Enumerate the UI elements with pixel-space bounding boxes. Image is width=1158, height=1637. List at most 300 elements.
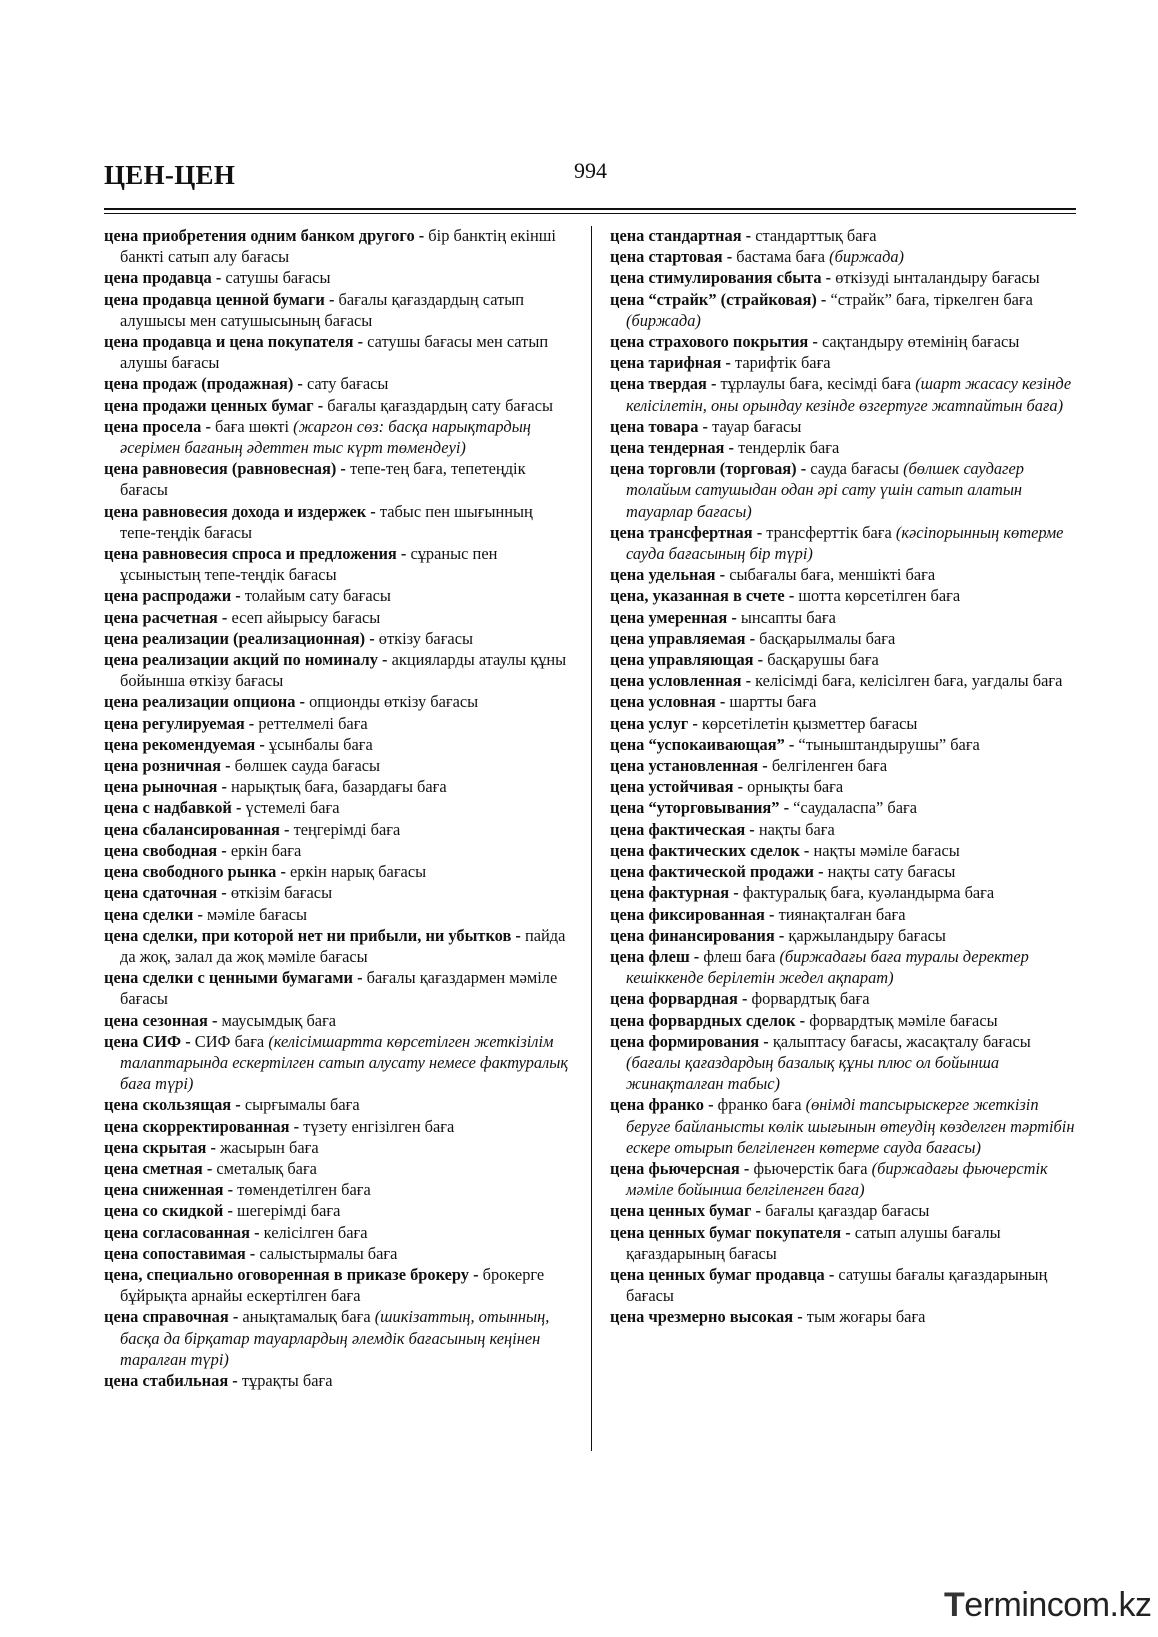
entry-separator: - xyxy=(245,1243,260,1263)
entry-definition: сатушы бағасы мен сатып алушы бағасы xyxy=(120,332,549,373)
entry-separator: - xyxy=(228,1370,242,1390)
dictionary-entry xyxy=(610,691,1078,712)
entry-definition: шартты баға xyxy=(729,692,817,712)
dictionary-entry xyxy=(104,607,570,628)
entry-definition: түзету енгізілген баға xyxy=(303,1116,455,1136)
entry-term: цена, указанная в счете xyxy=(610,586,785,606)
dictionary-entry xyxy=(610,458,1078,522)
entry-term: цена финансирования xyxy=(610,925,775,945)
entry-definition: брокерге бұйрықта арнайы ескертілген баға xyxy=(120,1264,545,1306)
entry-separator: - xyxy=(745,819,759,839)
dictionary-entry xyxy=(104,373,570,394)
entry-definition: тым жоғары баға xyxy=(806,1307,926,1327)
entry-term: цена скорректированная xyxy=(104,1116,290,1136)
entry-definition: басқарылмалы баға xyxy=(759,628,896,648)
entry-separator: - xyxy=(779,798,794,818)
entry-definition: бір банктің екінші банкті сатып алу бағасы xyxy=(120,226,556,267)
entry-term: цена рекомендуемая xyxy=(104,734,256,754)
entry-definition: тұрлаулы баға, кесімді баға xyxy=(720,374,916,394)
entry-separator: - xyxy=(706,374,721,394)
entry-term: цена скользящая xyxy=(104,1095,232,1115)
entry-separator: - xyxy=(752,522,767,542)
right-column xyxy=(610,225,1078,1328)
dictionary-entry xyxy=(104,458,570,500)
entry-definition: фьючерстік баға xyxy=(753,1158,872,1178)
entry-separator: - xyxy=(193,904,208,924)
header-rule xyxy=(104,208,1076,210)
entry-separator: - xyxy=(468,1264,483,1284)
dictionary-entry xyxy=(104,501,570,543)
dictionary-entry xyxy=(104,1222,570,1243)
entry-separator: - xyxy=(365,628,379,648)
entry-separator: - xyxy=(353,968,367,988)
dictionary-entry xyxy=(104,225,570,267)
entry-term: цена установленная xyxy=(610,756,759,776)
entry-definition: табыс пен шығынның тепе-теңдік бағасы xyxy=(120,501,533,542)
dictionary-entry xyxy=(104,776,570,797)
entry-definition: баға шөкті xyxy=(215,416,294,436)
dictionary-entry xyxy=(610,564,1078,585)
entry-definition: келісімді баға, келісілген баға, уағдалы баға xyxy=(755,671,1063,691)
entry-definition: “страйк” баға, тіркелген баға xyxy=(830,289,1033,309)
entry-definition: сұраныс пен ұсыныстың тепе-теңдік бағасы xyxy=(120,544,498,585)
entry-definition: есеп айырысу бағасы xyxy=(231,607,381,627)
entry-definition: көрсетілетін қызметтер бағасы xyxy=(701,713,918,733)
dictionary-entry xyxy=(610,373,1078,415)
left-column xyxy=(104,225,570,1391)
entry-definition: сатушы бағалы қағаздарының бағасы xyxy=(626,1264,1048,1306)
dictionary-entry xyxy=(610,225,1078,246)
entry-term: цена стимулирования сбыта xyxy=(610,268,822,288)
dictionary-entry xyxy=(104,1031,570,1095)
entry-term: цена скрытая xyxy=(104,1137,207,1157)
entry-definition: нақты сату бағасы xyxy=(827,862,956,882)
entry-term: цена сопоставимая xyxy=(104,1243,246,1263)
entry-term: цена реализации опциона xyxy=(104,692,296,712)
entry-separator: - xyxy=(223,1201,238,1221)
dictionary-entry xyxy=(610,331,1078,352)
entry-separator: - xyxy=(753,650,768,670)
entry-term: цена торговли (торговая) xyxy=(610,459,797,479)
entry-separator: - xyxy=(688,713,702,733)
entry-term: цена “успокаивающая” xyxy=(610,734,785,754)
entry-separator: - xyxy=(211,268,226,288)
entry-note: (биржада) xyxy=(829,247,905,267)
dictionary-entry xyxy=(610,1306,1078,1327)
dictionary-entry xyxy=(610,628,1078,649)
entry-definition: тепе-тең баға, тепетеңдік бағасы xyxy=(120,459,526,500)
entry-term: цена фиксированная xyxy=(610,904,765,924)
entry-definition: бағалы қағаздардың сатып алушысы мен сатушысының бағасы xyxy=(120,289,525,330)
entry-definition: тауар бағасы xyxy=(712,416,802,436)
dictionary-entry xyxy=(104,331,570,373)
entry-separator: - xyxy=(784,586,799,606)
logo-prefix: T xyxy=(944,1586,965,1624)
dictionary-entry xyxy=(104,925,570,967)
entry-definition: тиянақталған баға xyxy=(778,904,906,924)
dictionary-entry xyxy=(610,1031,1078,1095)
entry-definition: фактуралық баға, куәландырма баға xyxy=(742,883,995,903)
entry-separator: - xyxy=(366,501,380,521)
entry-term: цена сдаточная xyxy=(104,883,218,903)
page-header xyxy=(104,150,1076,200)
entry-term: цена сметная xyxy=(104,1158,203,1178)
entry-separator: - xyxy=(751,1201,766,1221)
entry-term: цена просела xyxy=(104,416,202,436)
dictionary-entry xyxy=(104,904,570,925)
entry-separator: - xyxy=(244,713,259,733)
dictionary-entry xyxy=(104,1243,570,1264)
entry-separator: - xyxy=(276,862,291,882)
entry-term: цена продавца и цена покупателя xyxy=(104,332,354,352)
column-divider xyxy=(591,226,592,1451)
entry-term: цена ценных бумаг покупателя xyxy=(610,1222,842,1242)
entry-separator: - xyxy=(816,289,831,309)
dictionary-entry xyxy=(610,1200,1078,1221)
entry-separator: - xyxy=(824,1264,839,1284)
entry-definition: толайым сату бағасы xyxy=(244,586,391,606)
entry-term: цена тендерная xyxy=(610,438,725,458)
entry-definition: бөлшек сауда бағасы xyxy=(234,756,381,776)
dictionary-entry xyxy=(610,882,1078,903)
entry-separator: - xyxy=(202,1158,217,1178)
dictionary-entry xyxy=(610,416,1078,437)
entry-definition: “тыныштандырушы” баға xyxy=(798,734,980,754)
entry-definition: қалыптасу бағасы, жасақталу бағасы xyxy=(772,1031,1031,1051)
entry-separator: - xyxy=(795,1010,810,1030)
entry-separator: - xyxy=(217,777,231,797)
entry-term: цена сделки с ценными бумагами xyxy=(104,968,354,988)
entry-separator: - xyxy=(396,544,411,564)
entry-definition: өткізу бағасы xyxy=(378,628,473,648)
entry-definition: сату бағасы xyxy=(306,374,389,394)
entry-separator: - xyxy=(336,459,350,479)
entry-term: цена услуг xyxy=(610,713,689,733)
entry-separator: - xyxy=(698,416,713,436)
entry-separator: - xyxy=(689,946,704,966)
entry-separator: - xyxy=(324,289,339,309)
dictionary-entry xyxy=(610,649,1078,670)
entry-term: цена форвардная xyxy=(610,989,738,1009)
dictionary-entry xyxy=(104,1370,570,1391)
entry-term: цена умеренная xyxy=(610,607,728,627)
entry-separator: - xyxy=(295,692,310,712)
entry-term: цена форвардных сделок xyxy=(610,1010,796,1030)
entry-separator: - xyxy=(729,883,743,903)
entry-separator: - xyxy=(414,226,429,245)
entry-note: (шикізаттың, отынның, басқа да бірқатар тауарлардың әлемдік бағасының кеңінен таралған түрі) xyxy=(120,1307,550,1369)
dictionary-entry xyxy=(104,395,570,416)
entry-term: цена удельная xyxy=(610,565,716,585)
entry-separator: - xyxy=(759,1031,773,1051)
dictionary-entry xyxy=(104,1116,570,1137)
dictionary-entry xyxy=(610,925,1078,946)
dictionary-entry xyxy=(104,1264,570,1306)
page-number: 994 xyxy=(574,158,607,183)
entry-separator: - xyxy=(511,925,525,945)
entry-definition: нақты баға xyxy=(758,819,835,839)
entry-definition: опционды өткізу бағасы xyxy=(309,692,479,712)
entry-definition: басқарушы баға xyxy=(767,650,879,670)
dictionary-entry xyxy=(610,713,1078,734)
entry-term: цена условленная xyxy=(610,671,742,691)
entry-term: цена франко xyxy=(610,1095,704,1115)
entry-term: цена стандартная xyxy=(610,226,742,245)
termincom-logo xyxy=(944,1582,1152,1630)
entry-term: цена флеш xyxy=(610,946,690,966)
entry-separator: - xyxy=(737,989,752,1009)
entry-separator: - xyxy=(814,862,828,882)
dictionary-entry xyxy=(104,967,570,1009)
entry-separator: - xyxy=(745,628,760,648)
entry-separator: - xyxy=(841,1222,855,1242)
entry-term: цена СИФ xyxy=(104,1031,182,1051)
entry-term: цена формирования xyxy=(610,1031,760,1051)
entry-separator: - xyxy=(377,650,392,670)
entry-definition: өткізім бағасы xyxy=(230,883,333,903)
entry-separator: - xyxy=(293,374,307,394)
entry-term: цена расчетная xyxy=(104,607,218,627)
dictionary-entry xyxy=(610,946,1078,988)
entry-note: (келісімшартта көрсетілген жеткізілім талаптарында ескертілген сатып алусату немесе фактуралық баға түрі) xyxy=(120,1031,569,1094)
dictionary-entry xyxy=(610,840,1078,861)
entry-definition: үстемелі баға xyxy=(245,798,340,818)
dictionary-entry xyxy=(104,267,570,288)
entry-definition: сметалық баға xyxy=(216,1158,317,1178)
entry-definition: СИФ баға xyxy=(194,1031,269,1051)
dictionary-entry xyxy=(610,585,1078,606)
entry-term: цена трансфертная xyxy=(610,522,753,542)
dictionary-entry xyxy=(104,1094,570,1115)
dictionary-entry xyxy=(104,628,570,649)
entry-term: цена регулируемая xyxy=(104,713,245,733)
entry-separator: - xyxy=(207,1010,222,1030)
entry-definition: флеш баға xyxy=(703,946,780,966)
dictionary-entry xyxy=(610,437,1078,458)
entry-separator: - xyxy=(727,607,741,627)
dictionary-entry xyxy=(610,1010,1078,1031)
entry-definition: франко баға xyxy=(717,1095,806,1115)
entry-term: цена управляющая xyxy=(610,650,754,670)
entry-term: цена фьючерсная xyxy=(610,1158,740,1178)
dictionary-entry xyxy=(104,416,570,458)
entry-definition: сатушы бағасы xyxy=(225,268,331,288)
entry-term: цена чрезмерно высокая xyxy=(610,1307,794,1327)
entry-definition: еркін нарық бағасы xyxy=(290,862,427,882)
entry-term: цена продавца xyxy=(104,268,212,288)
entry-definition: маусымдық баға xyxy=(221,1010,337,1030)
dictionary-entry xyxy=(104,755,570,776)
entry-note: (биржадағы фьючерстік мәміле бойынша белгіленген баға) xyxy=(626,1158,1048,1200)
entry-note: (өнімді тапсырыскерге жеткізіп беруге байланысты көлік шығынын өтеудің көзделген тәртібін ескере отырып белгіленген көтерме сауда бағасы) xyxy=(626,1095,1075,1157)
entry-term: цена рыночная xyxy=(104,777,218,797)
entry-separator: - xyxy=(799,840,814,860)
dictionary-entry xyxy=(610,797,1078,818)
entry-note: (биржадағы баға туралы деректер кешіккенде берілетін жедел ақпарат) xyxy=(626,946,1029,988)
dictionary-entry xyxy=(104,585,570,606)
header-rule-thin xyxy=(104,213,1076,214)
entry-separator: - xyxy=(289,1116,304,1136)
entry-definition: салыстырмалы баға xyxy=(259,1243,398,1263)
entry-definition: пайда да жоқ, залал да жоқ мәміле бағасы xyxy=(120,925,566,966)
dictionary-entry xyxy=(104,289,570,331)
dictionary-entry xyxy=(104,713,570,734)
entry-separator: - xyxy=(250,1222,264,1242)
entry-term: цена фактических сделок xyxy=(610,840,800,860)
entry-definition: форвардтық мәміле бағасы xyxy=(809,1010,998,1030)
dictionary-entry xyxy=(610,607,1078,628)
entry-separator: - xyxy=(703,1095,718,1115)
entry-separator: - xyxy=(764,904,779,924)
dictionary-entry xyxy=(610,776,1078,797)
dictionary-entry xyxy=(104,861,570,882)
dictionary-entry xyxy=(610,267,1078,288)
entry-term: цена ценных бумаг xyxy=(610,1201,752,1221)
entry-separator: - xyxy=(722,247,737,267)
entry-separator: - xyxy=(793,1307,807,1327)
entry-note: (кәсіпорынның көтерме сауда бағасының бір түрі) xyxy=(626,522,1064,564)
entry-separator: - xyxy=(231,586,245,606)
entry-definition: еркін баға xyxy=(230,840,302,860)
entry-definition: белгіленген баға xyxy=(771,756,888,776)
entry-separator: - xyxy=(715,692,730,712)
entry-definition: бастама баға xyxy=(736,247,830,267)
entry-term: цена условная xyxy=(610,692,716,712)
dictionary-entry xyxy=(104,1158,570,1179)
dictionary-entry xyxy=(104,882,570,903)
entry-separator: - xyxy=(255,734,269,754)
dictionary-entry xyxy=(104,819,570,840)
entry-separator: - xyxy=(231,798,246,818)
entry-term: цена, специально оговоренная в приказе брокеру xyxy=(104,1264,469,1284)
entry-definition: сыбағалы баға, меншікті баға xyxy=(729,565,936,585)
entry-term: цена равновесия спроса и предложения xyxy=(104,544,397,564)
entry-definition: нарықтық баға, базардағы баға xyxy=(231,777,447,797)
entry-definition: сатып алушы бағалы қағаздарының бағасы xyxy=(626,1222,1001,1263)
entry-term: цена “уторговывания” xyxy=(610,798,780,818)
entry-term: цена розничная xyxy=(104,756,221,776)
entry-definition: сақтандыру өтемінің бағасы xyxy=(821,332,1020,352)
dictionary-entry xyxy=(610,1094,1078,1158)
entry-separator: - xyxy=(739,1158,754,1178)
dictionary-entry xyxy=(610,1264,1078,1306)
entry-term: цена устойчивая xyxy=(610,777,734,797)
dictionary-entry xyxy=(610,861,1078,882)
dictionary-entry xyxy=(610,670,1078,691)
entry-term: цена сделки, при которой нет ни прибыли, ни убытков xyxy=(104,925,512,945)
entry-term: цена товара xyxy=(610,416,699,436)
dictionary-entry xyxy=(104,691,570,712)
entry-term: цена стартовая xyxy=(610,247,723,267)
entry-term: цена сбалансированная xyxy=(104,819,280,839)
entry-definition: сауда бағасы xyxy=(810,459,904,479)
dictionary-entry xyxy=(610,352,1078,373)
entry-term: цена со скидкой xyxy=(104,1201,224,1221)
logo-text xyxy=(944,1586,1151,1625)
entry-definition: тарифтік баға xyxy=(734,353,831,373)
dictionary-entry xyxy=(610,1158,1078,1200)
entry-term: цена приобретения одним банком другого xyxy=(104,226,415,245)
entry-term: цена с надбавкой xyxy=(104,798,232,818)
entry-term: цена стабильная xyxy=(104,1370,229,1390)
entry-separator: - xyxy=(715,565,730,585)
entry-term: цена страхового покрытия xyxy=(610,332,809,352)
dictionary-entry xyxy=(104,1137,570,1158)
entry-note: (шарт жасасу кезінде келісілетін, оны орындау кезінде өзгертуге жатпайтын баға) xyxy=(626,374,1072,415)
entry-definition: өткізуді ынталандыру бағасы xyxy=(835,268,1040,288)
entry-separator: - xyxy=(353,332,368,352)
entry-term: цена равновесия дохода и издержек xyxy=(104,501,367,521)
entry-definition: бағалы қағаздармен мәміле бағасы xyxy=(120,968,558,1009)
entry-definition: тендерлік баға xyxy=(738,438,840,458)
dictionary-entry xyxy=(104,649,570,691)
entry-term: цена тарифная xyxy=(610,353,722,373)
dictionary-entry xyxy=(104,1010,570,1031)
dictionary-entry xyxy=(610,819,1078,840)
entry-term: цена сниженная xyxy=(104,1180,224,1200)
dictionary-entry xyxy=(104,1179,570,1200)
entry-definition: орнықты баға xyxy=(747,777,844,797)
entry-term: цена распродажи xyxy=(104,586,232,606)
entry-separator: - xyxy=(821,268,836,288)
entry-term: цена ценных бумаг продавца xyxy=(610,1264,825,1284)
dictionary-entry xyxy=(610,904,1078,925)
entry-separator: - xyxy=(733,777,748,797)
entry-separator: - xyxy=(223,1180,238,1200)
entry-separator: - xyxy=(724,438,739,458)
entry-term: цена продажи ценных бумаг xyxy=(104,395,314,415)
entry-separator: - xyxy=(228,1307,243,1327)
dictionary-entry xyxy=(104,543,570,585)
entry-definition: бағалы қағаздардың сату бағасы xyxy=(327,395,553,415)
entry-term: цена продавца ценной бумаги xyxy=(104,289,325,309)
entry-definition: жасырын баға xyxy=(220,1137,319,1157)
entry-separator: - xyxy=(217,840,231,860)
entry-term: цена справочная xyxy=(104,1307,229,1327)
entry-term: цена “страйк” (страйковая) xyxy=(610,289,817,309)
entry-definition: келісілген баға xyxy=(263,1222,368,1242)
entry-separator: - xyxy=(784,734,799,754)
entry-definition: бағалы қағаздар бағасы xyxy=(765,1201,930,1221)
entry-definition: тұрақты баға xyxy=(241,1370,333,1390)
entry-separator: - xyxy=(217,607,232,627)
entry-definition: сырғымалы баға xyxy=(244,1095,360,1115)
entry-note: (жаргон сөз: басқа нарықтардың әсерімен бағаның әдеттен тыс күрт төмендеуі) xyxy=(120,416,531,458)
entry-separator: - xyxy=(201,416,216,436)
logo-suffix: ermincom.kz xyxy=(964,1586,1152,1624)
dictionary-entry xyxy=(104,797,570,818)
dictionary-entry xyxy=(610,755,1078,776)
entry-term: цена свободного рынка xyxy=(104,862,277,882)
entry-definition: трансферттік баға xyxy=(766,522,896,542)
entry-separator: - xyxy=(206,1137,221,1157)
entry-term: цена свободная xyxy=(104,840,218,860)
entry-definition: акцияларды атаулы құны бойынша өткізу бағасы xyxy=(120,650,567,691)
entry-term: цена реализации (реализационная) xyxy=(104,628,366,648)
entry-separator: - xyxy=(741,671,756,691)
dictionary-entry xyxy=(610,1222,1078,1264)
entry-definition: қаржыландыру бағасы xyxy=(788,925,946,945)
entry-term: цена управляемая xyxy=(610,628,746,648)
entry-note: (биржада) xyxy=(626,310,701,330)
dictionary-entry xyxy=(610,289,1078,331)
entry-term: цена равновесия (равновесная) xyxy=(104,459,337,479)
entry-definition: форвардтық баға xyxy=(751,989,870,1009)
entry-separator: - xyxy=(221,756,235,776)
entry-term: цена фактурная xyxy=(610,883,730,903)
entry-note: (бағалы қағаздардың базалық құны плюс ол бойынша жинақталған табыс) xyxy=(626,1052,1000,1094)
entry-definition: теңгерімді баға xyxy=(293,819,401,839)
